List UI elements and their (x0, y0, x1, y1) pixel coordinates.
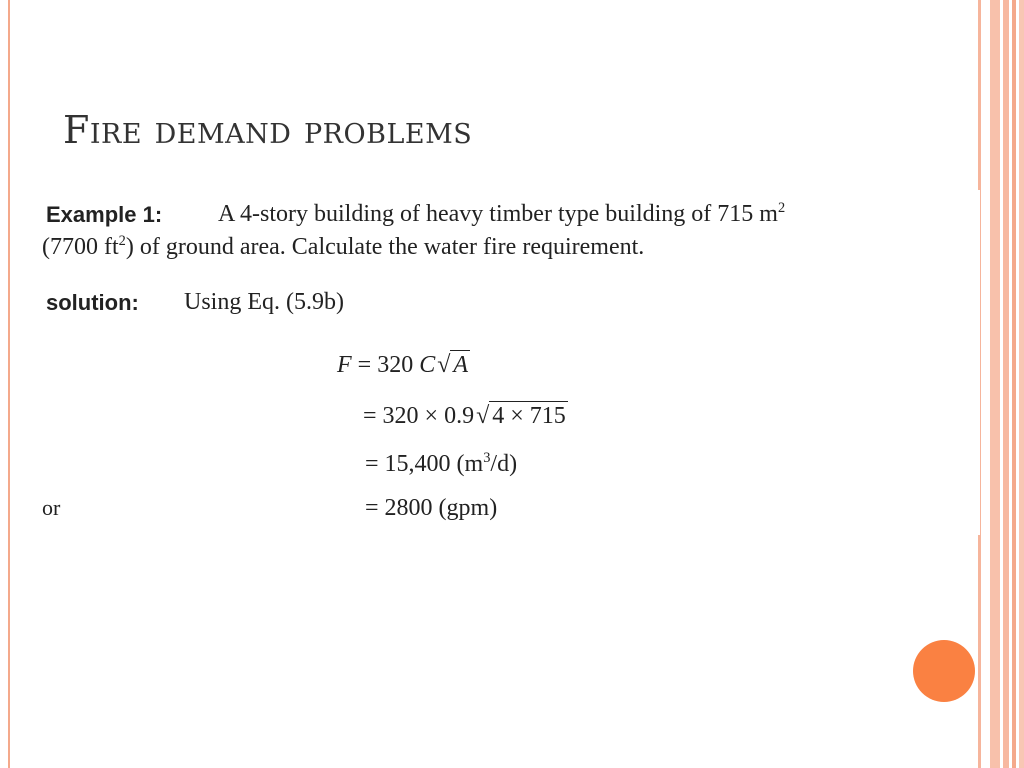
equation-result-gpm: = 2800 (gpm) (365, 495, 498, 521)
solution-reference: Using Eq. (5.9b) (184, 289, 344, 315)
right-decor-stripe (1003, 0, 1009, 768)
right-decor-stripe (1019, 0, 1024, 768)
equation-formula: F = 320 C√ A (337, 352, 469, 378)
equation-substitution: = 320 × 0.9√ 4 × 715 (363, 403, 566, 429)
right-decor-stripe (1012, 0, 1016, 768)
slide-title: Fire demand problems (63, 108, 473, 152)
right-decor-stripe (990, 0, 1000, 768)
example-label: Example 1: (46, 202, 163, 227)
example-image (40, 190, 980, 535)
left-border-line (8, 0, 10, 768)
equation-result-metric: = 15,400 $(m^3/d)$ (365, 450, 518, 477)
problem-statement-line2: (7700 $ft^2$) of ground area. Calculate the water fire requirement. (42, 233, 645, 260)
or-label: or (42, 495, 61, 520)
solution-label: solution: (46, 290, 139, 315)
problem-statement-line1: A 4-story building of heavy timber type building of 715 $m^2$ (218, 200, 786, 227)
decorative-circle (913, 640, 975, 702)
